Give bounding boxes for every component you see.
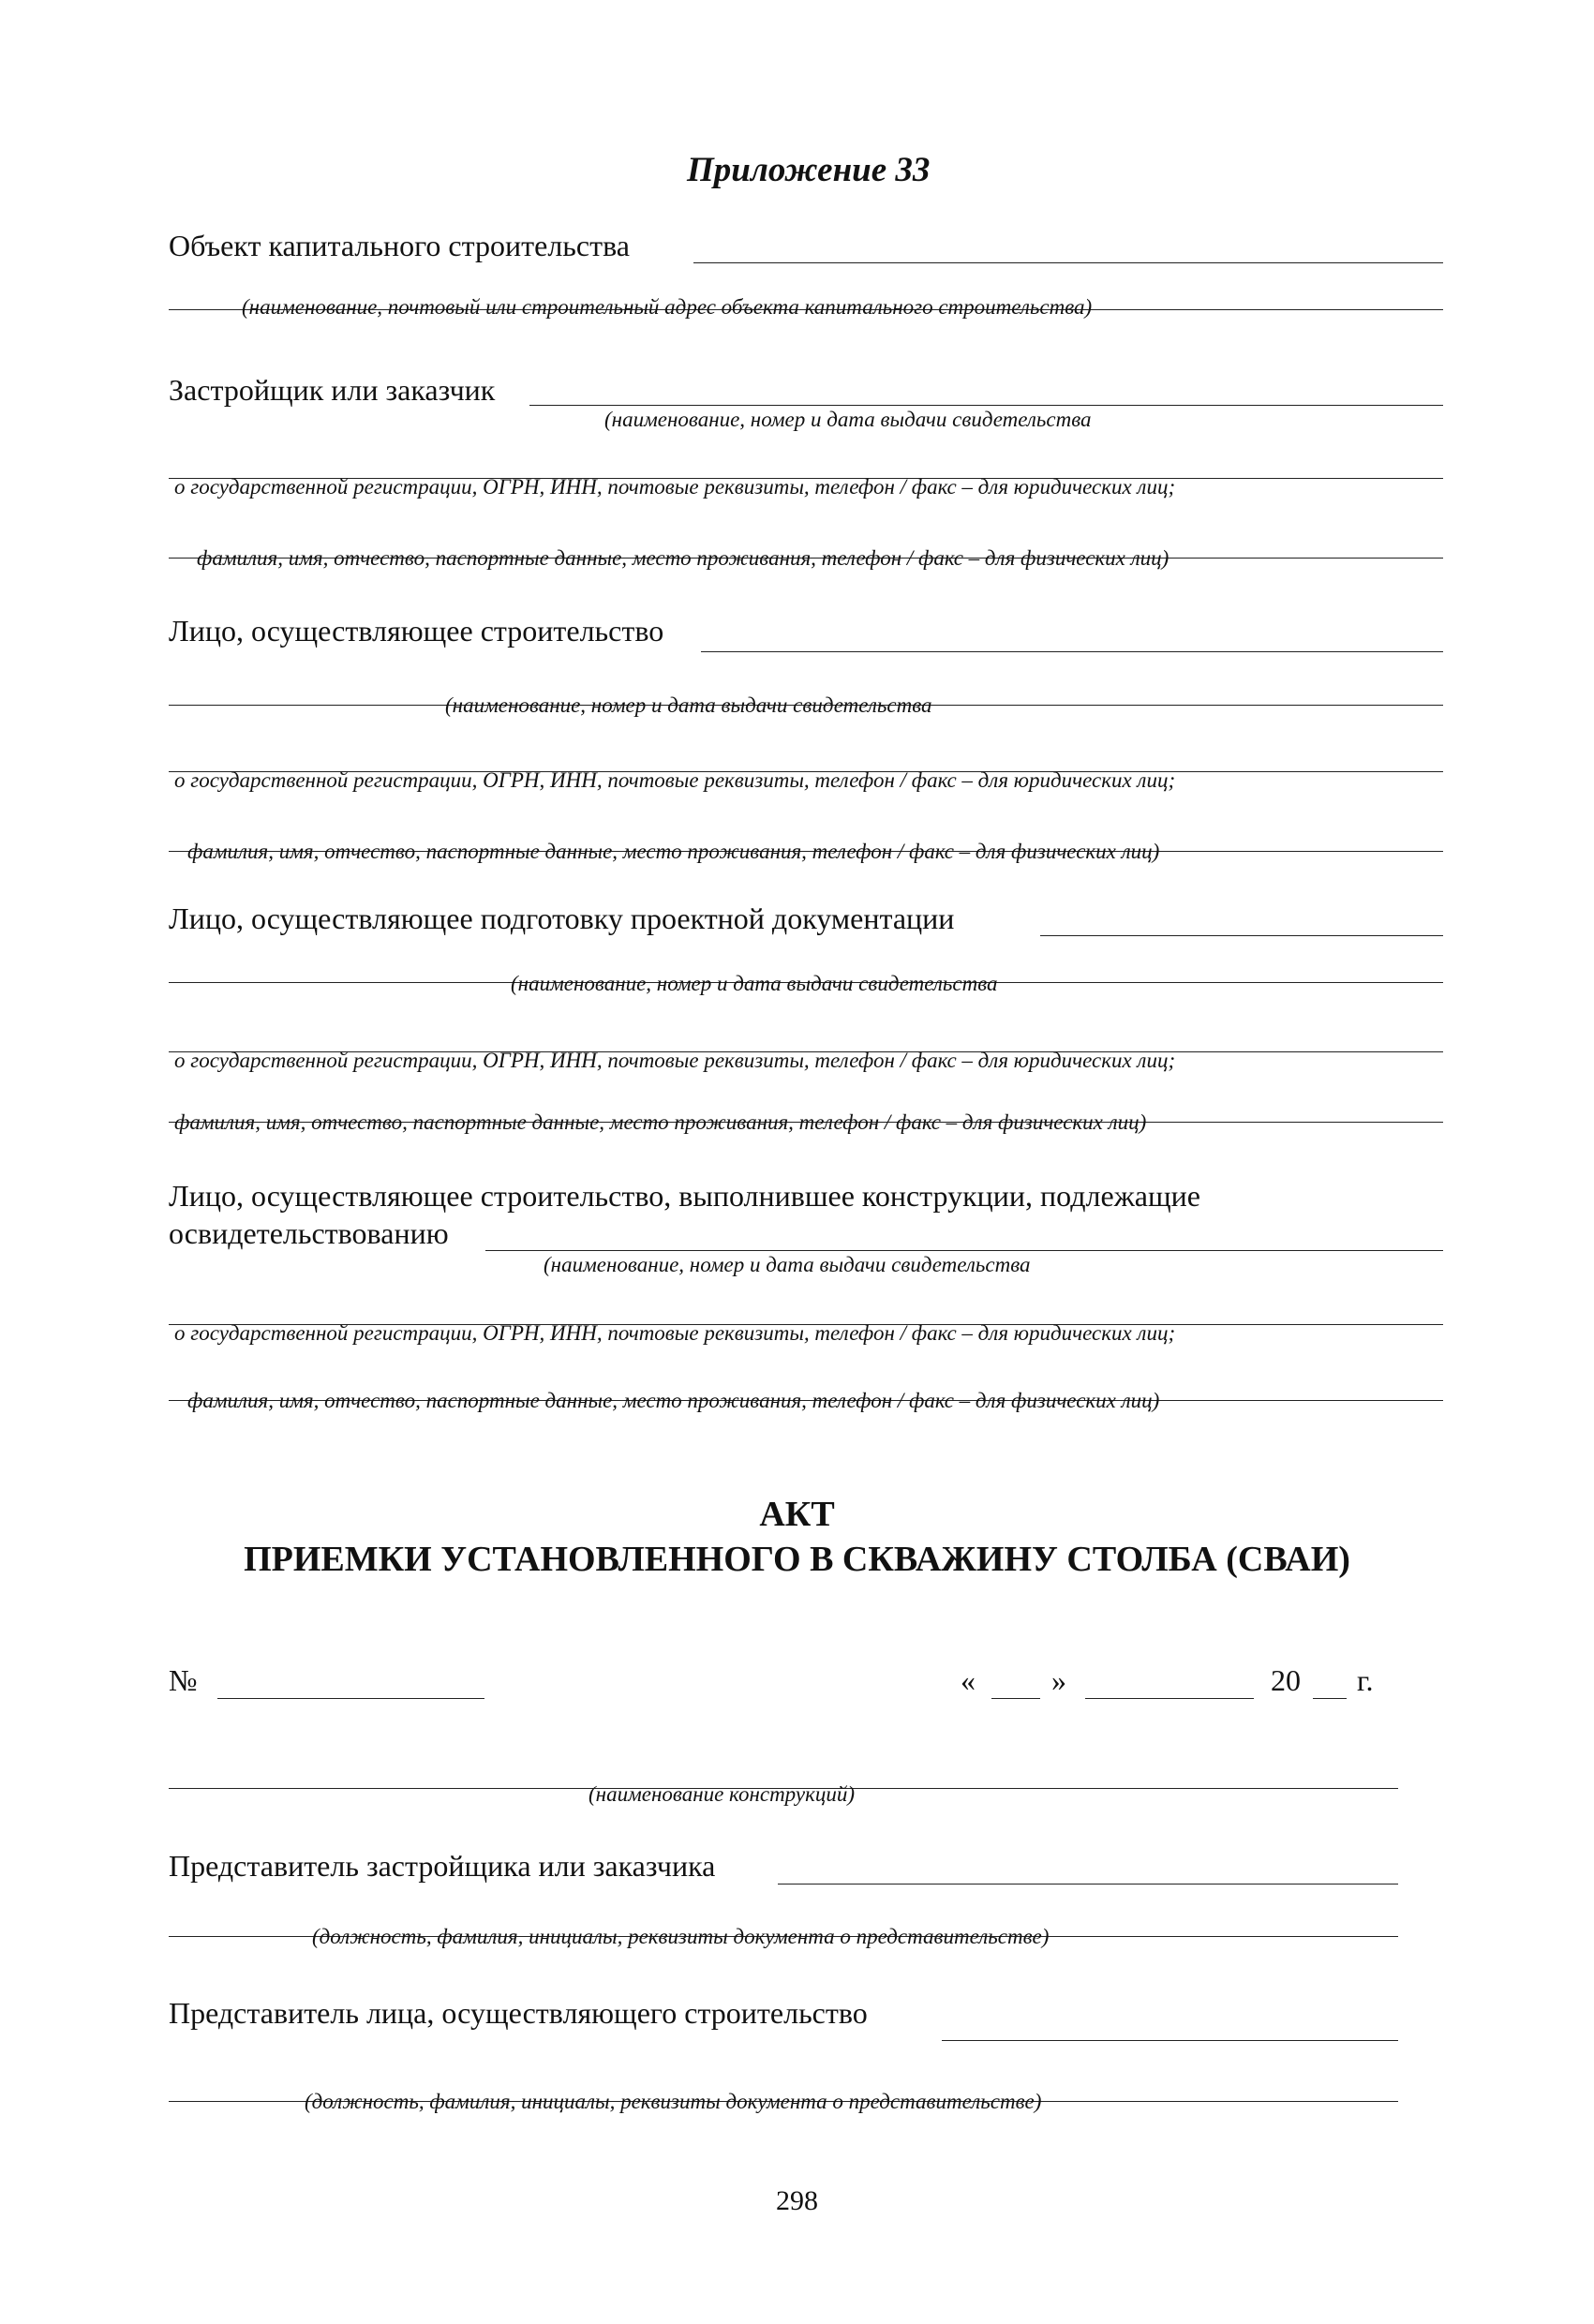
rep-developer-caption: (должность, фамилия, инициалы, реквизиты документа о представительстве) [312,1925,1050,1948]
performer-input-line[interactable] [485,1250,1443,1251]
act-number-sign: № [169,1663,198,1697]
developer-caption-1: (наименование, номер и дата выдачи свидетельства [604,408,1092,431]
appendix-title: Приложение 33 [687,151,931,189]
designer-input-line[interactable] [1040,935,1443,936]
rep-builder-caption: (должность, фамилия, инициалы, реквизиты документа о представительстве) [305,2090,1042,2113]
date-day-line[interactable] [991,1698,1040,1699]
performer-caption-3: фамилия, имя, отчество, паспортные данные, место проживания, телефон / факс – для физических лиц) [187,1389,1160,1412]
performer-caption-2: о государственной регистрации, ОГРН, ИНН, почтовые реквизиты, телефон / факс – для юридических лиц; [174,1321,1176,1345]
builder-caption-1: (наименование, номер и дата выдачи свидетельства [445,693,932,717]
developer-input-line[interactable] [529,405,1443,406]
designer-caption-2: о государственной регистрации, ОГРН, ИНН, почтовые реквизиты, телефон / факс – для юридических лиц; [174,1049,1176,1072]
date-year-line[interactable] [1313,1698,1347,1699]
builder-caption-3: фамилия, имя, отчество, паспортные данные, место проживания, телефон / факс – для физических лиц) [187,840,1160,863]
object-input-line[interactable] [693,262,1443,263]
date-year-suffix: г. [1357,1663,1374,1697]
performer-label-2: освидетельствованию [169,1216,449,1250]
date-quote-close: » [1051,1663,1066,1697]
designer-caption-3: фамилия, имя, отчество, паспортные данные, место проживания, телефон / факс – для физических лиц) [174,1110,1147,1134]
developer-label: Застройщик или заказчик [169,373,496,407]
builder-label: Лицо, осуществляющее строительство [169,614,664,648]
performer-caption-1: (наименование, номер и дата выдачи свидетельства [544,1253,1031,1276]
act-subtitle: ПРИЕМКИ УСТАНОВЛЕННОГО В СКВАЖИНУ СТОЛБА (СВАИ) [244,1540,1350,1579]
builder-caption-2: о государственной регистрации, ОГРН, ИНН, почтовые реквизиты, телефон / факс – для юридических лиц; [174,768,1176,792]
act-title: АКТ [759,1495,835,1534]
date-quote-open: « [961,1663,976,1697]
designer-label: Лицо, осуществляющее подготовку проектной документации [169,901,955,935]
rep-developer-input-line[interactable] [778,1884,1398,1885]
object-label: Объект капитального строительства [169,229,630,262]
rep-developer-label: Представитель застройщика или заказчика [169,1849,716,1883]
developer-caption-3: фамилия, имя, отчество, паспортные данные, место проживания, телефон / факс – для физических лиц) [197,546,1169,570]
object-caption: (наименование, почтовый или строительный адрес объекта капитального строительства) [242,295,1093,319]
designer-caption-1: (наименование, номер и дата выдачи свидетельства [511,972,998,995]
rep-builder-input-line[interactable] [942,2040,1398,2041]
rep-builder-label: Представитель лица, осуществляющего строительство [169,1996,868,2030]
date-year-prefix: 20 [1271,1663,1301,1697]
page-number: 298 [776,2185,818,2216]
date-month-line[interactable] [1085,1698,1254,1699]
act-number-line[interactable] [217,1698,484,1699]
performer-label-1: Лицо, осуществляющее строительство, выполнившее конструкции, подлежащие [169,1179,1200,1213]
construction-caption: (наименование конструкций) [588,1782,855,1806]
developer-caption-2: о государственной регистрации, ОГРН, ИНН, почтовые реквизиты, телефон / факс – для юридических лиц; [174,475,1176,499]
builder-input-line[interactable] [701,651,1443,652]
